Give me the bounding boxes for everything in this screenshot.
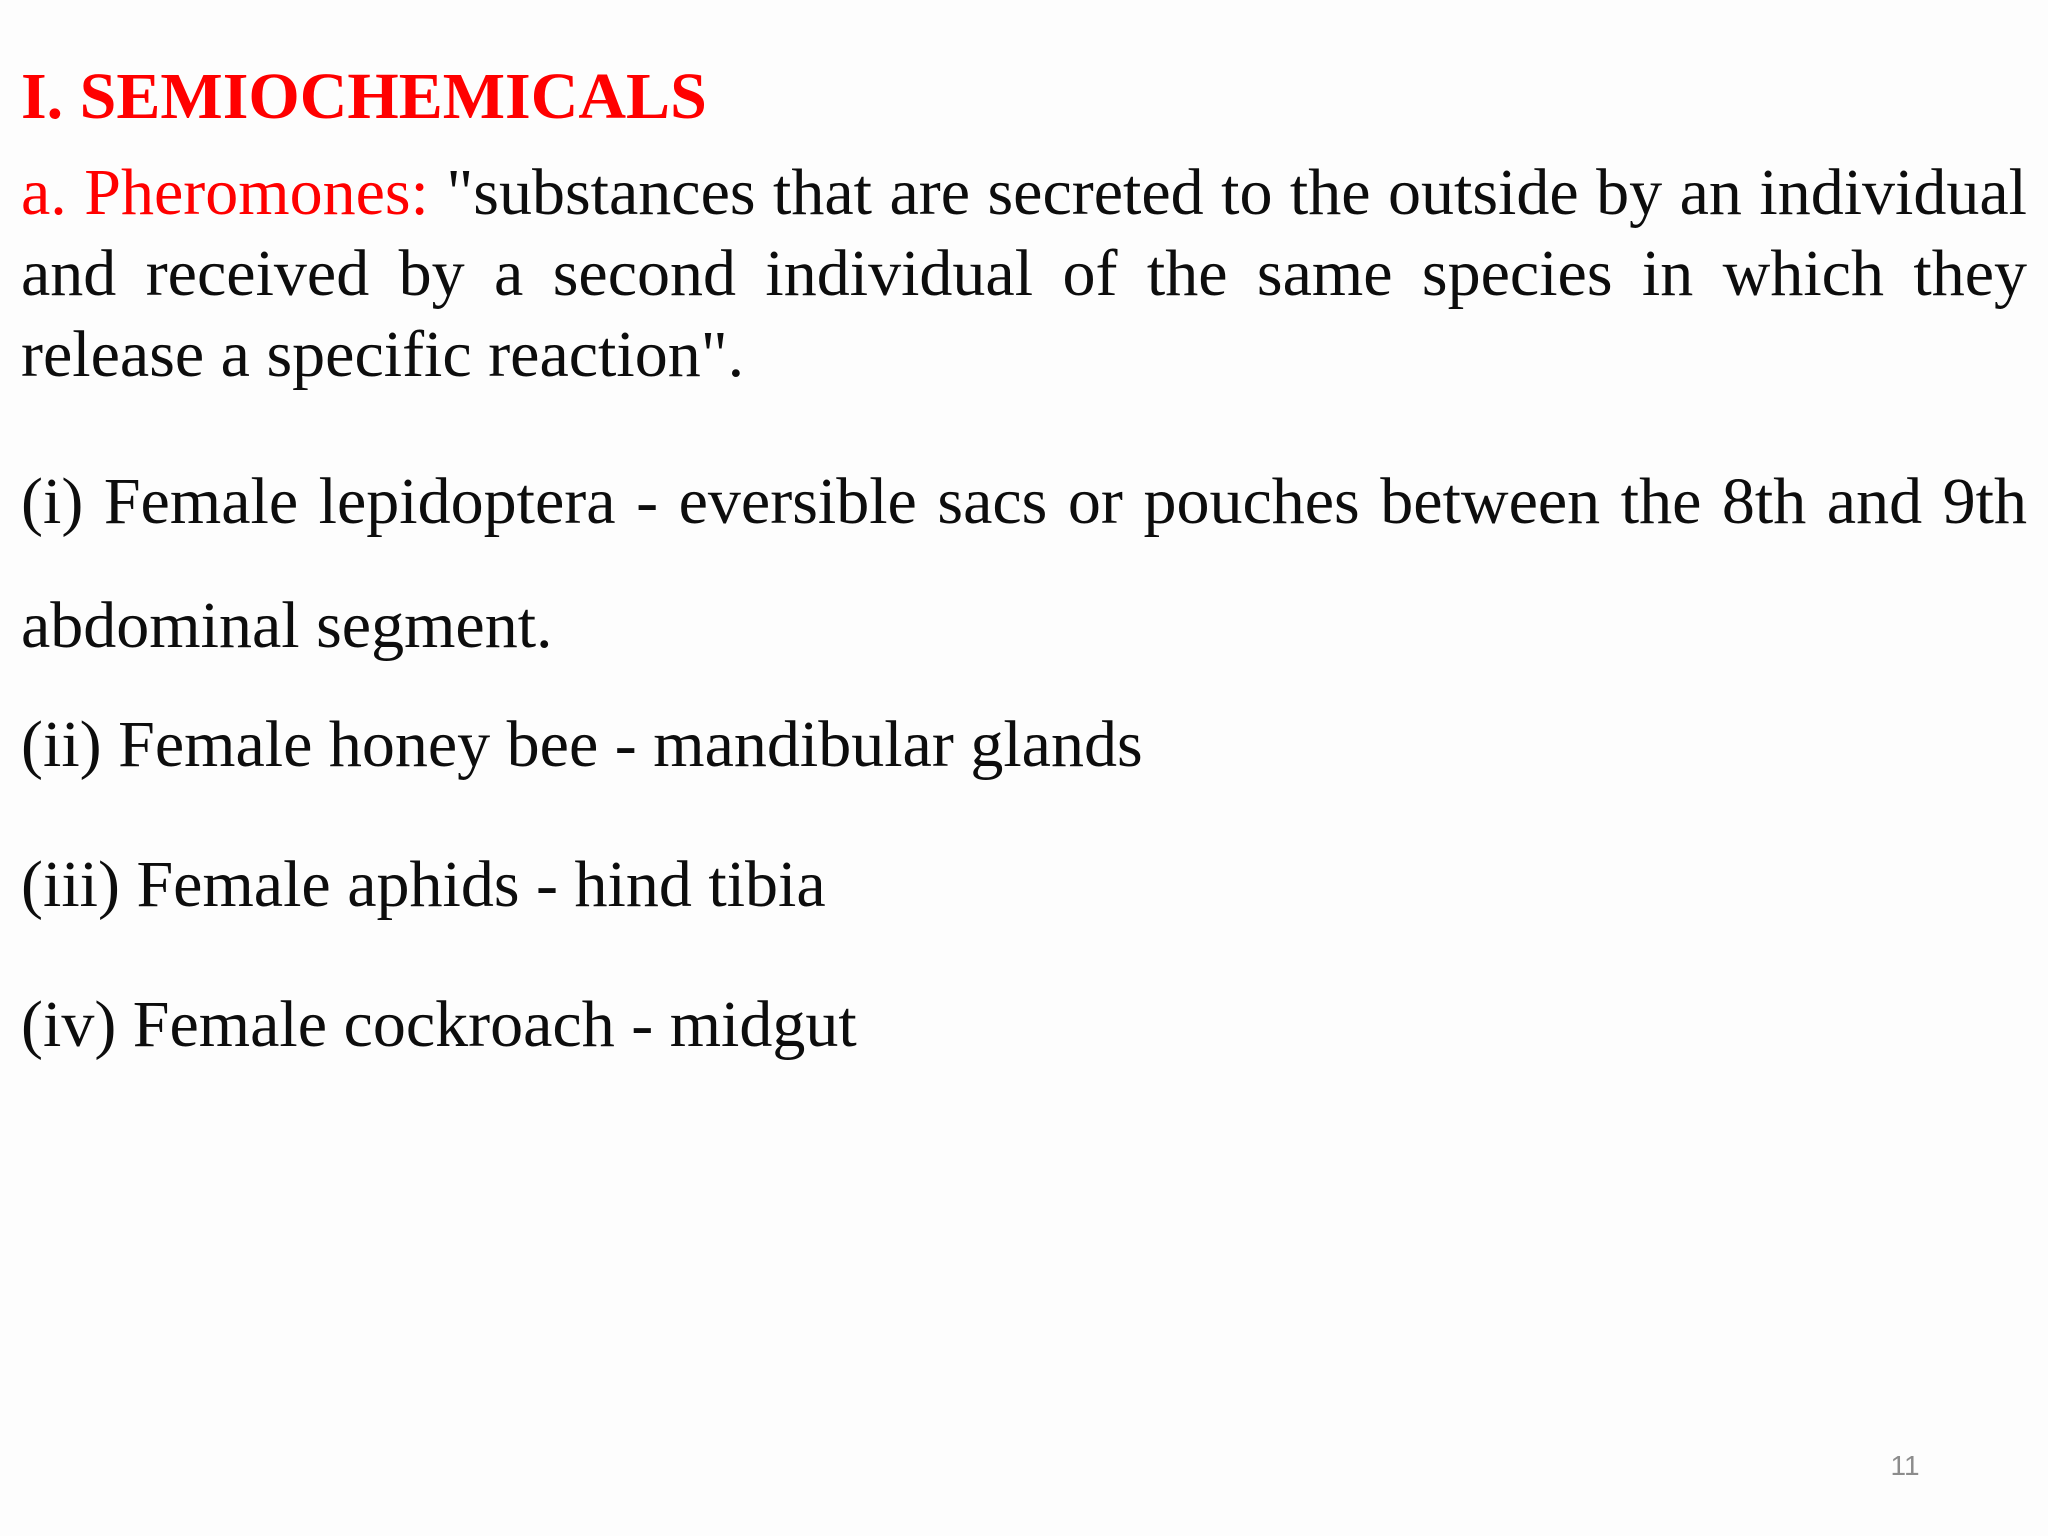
list-item-female-aphids: (iii) Female aphids - hind tibia <box>21 848 826 921</box>
pheromones-definition <box>21 152 2027 395</box>
page-number: 11 <box>1890 1450 1920 1481</box>
list-item-female-cockroach: (iv) Female cockroach - midgut <box>21 988 857 1061</box>
definition-text: "substances that are secreted to the outside by an individual and received by a second individual of the same species in which they release a specific reaction". <box>21 156 2027 391</box>
definition-term: a. Pheromones: <box>21 156 429 229</box>
list-item-female-lepidoptera: (i) Female lepidoptera - eversible sacs or pouches between the 8th and 9th abdominal segment. <box>21 465 2027 662</box>
list-item-female-honey-bee: (ii) Female honey bee - mandibular glands <box>21 708 1143 781</box>
slide-title: I. SEMIOCHEMICALS <box>21 60 707 133</box>
